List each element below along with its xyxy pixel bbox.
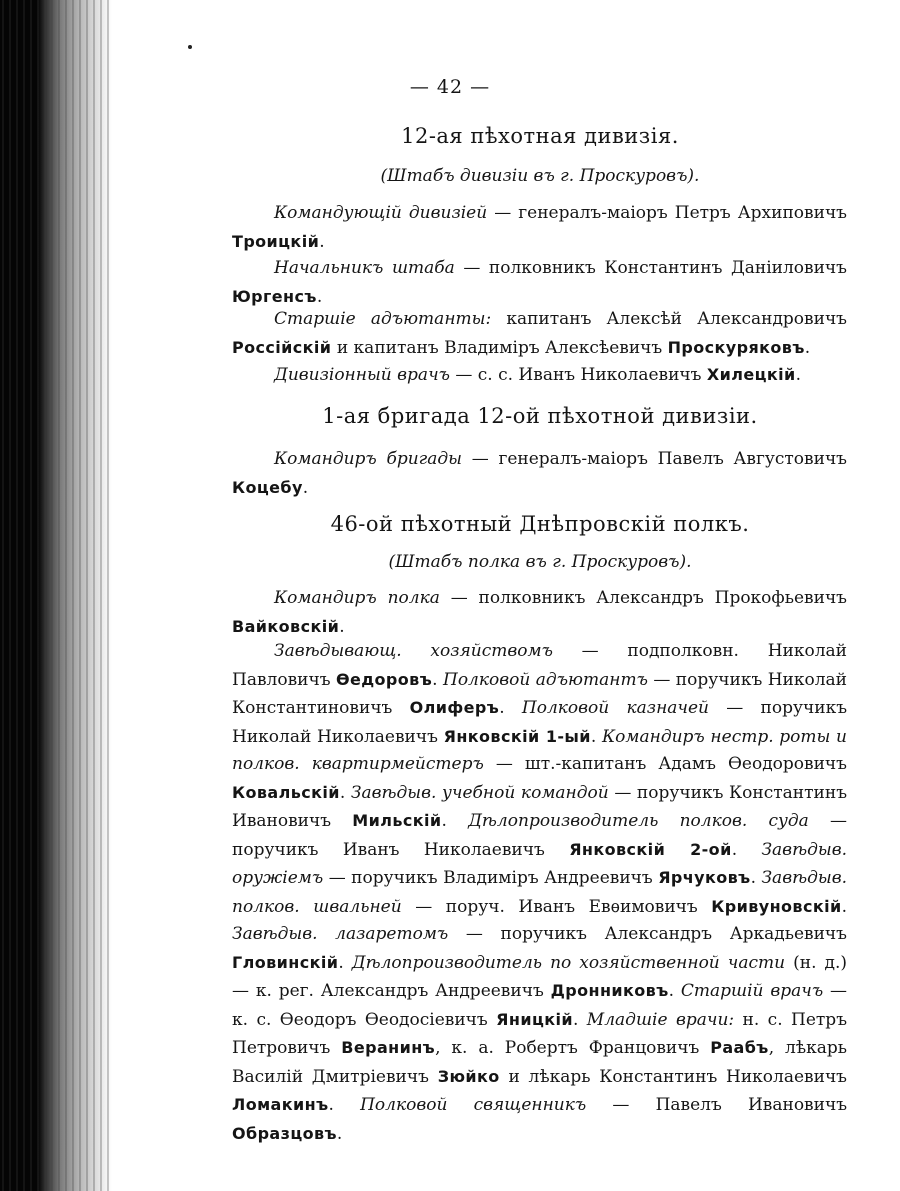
role-label: Завѣдыв. полков. швальней (232, 868, 848, 917)
surname: Янковскій 1-ый (443, 726, 591, 746)
surname: Гловинскій (232, 952, 339, 972)
role-label: Командиръ бригады (274, 449, 463, 469)
punct: . (499, 698, 522, 718)
role-label: Командующій дивизіей (274, 203, 488, 223)
punct: . (319, 231, 325, 252)
role-label: Завѣдыв. оружіемъ (232, 839, 847, 888)
surname: Проскуряковъ (667, 337, 805, 357)
punct: . (572, 1009, 587, 1030)
surname: Коцебу (232, 477, 303, 497)
brigade-commander (232, 446, 847, 502)
entry-text: — генералъ-маіоръ Петръ Архиповичъ (487, 203, 847, 223)
division-title: 12-ая пѣхотная дивизія. (401, 124, 679, 148)
surname: Ярчуковъ (658, 868, 751, 887)
role-label: Дѣлопроизводитель полков. суда (468, 811, 809, 831)
division-hq: (Штабъ дивизіи въ г. Проскуровъ). (380, 166, 700, 186)
regiment-hq: (Штабъ полка въ г. Проскуровъ). (388, 552, 692, 572)
regiment-commander (232, 585, 847, 641)
regiment-staff (232, 638, 847, 1148)
role-label: Завѣдывающ. хозяйствомъ (274, 641, 553, 661)
entry-text: н. с. Петръ Петровичъ (232, 1009, 848, 1058)
brigade-title: 1-ая бригада 12-ой пѣхотной дивизіи. (322, 404, 758, 428)
entry-text: — поручикъ Владиміръ Андреевичъ (323, 868, 659, 888)
punct: . (302, 477, 309, 498)
entry-text: — поруч. Иванъ Евѳимовичъ (401, 896, 712, 917)
surname: Кривуновскій (711, 896, 842, 916)
role-label: Дѣлопроизводитель по хозяйственной части (351, 952, 786, 973)
division-chief-of-staff (232, 255, 847, 311)
punct: . (731, 839, 762, 860)
entry-text: — полковникъ Константинъ Даніиловичъ (454, 258, 847, 278)
surname: Ковальскій (232, 782, 340, 802)
punct: . (328, 1095, 361, 1115)
surname: Вайковскій (232, 616, 340, 636)
punct: . (316, 286, 323, 307)
punct: . (590, 726, 602, 747)
role-label: Начальникъ штаба (274, 258, 455, 278)
role-label: Старшій врачъ (680, 981, 824, 1001)
surname: Янковскій 2-ой (569, 839, 732, 859)
entry-text: — генералъ-маіоръ Павелъ Августовичъ (462, 449, 848, 469)
entry-text: — поручикъ Николай Константиновичъ (232, 669, 847, 718)
role-label: Старшіе адъютанты: (274, 309, 492, 329)
division-doctor (232, 361, 847, 390)
punct: . (441, 811, 469, 831)
role-label: Командиръ нестр. роты и полков. квартирмейстеръ (232, 726, 848, 774)
role-label: Дивизіонный врачъ (274, 365, 450, 385)
punct: . (339, 782, 351, 803)
entry-text: — подполковн. Николай Павловичъ (232, 641, 847, 690)
punct: . (338, 952, 352, 973)
page-number: — 42 — (409, 76, 491, 98)
punct: . (804, 337, 811, 358)
division-adjutants (232, 306, 847, 362)
surname: Образцовъ (232, 1123, 337, 1143)
entry-text: — полковникъ Александръ Прокофьевичъ (439, 588, 847, 608)
surname: Раабъ (710, 1038, 769, 1057)
entry-text: — с. с. Иванъ Николаевичъ (449, 365, 707, 385)
entry-text: капитанъ Алексѣй Александровичъ (491, 309, 847, 329)
surname: Яницкій (496, 1009, 573, 1029)
punct: . (432, 669, 443, 690)
role-label: Завѣдыв. лазаретомъ (232, 924, 449, 944)
entry-text: и лѣкарь Константинъ Николаевичъ (499, 1066, 847, 1087)
role-label: Завѣдыв. учебной командой (350, 782, 609, 803)
surname: Мильскій (352, 811, 442, 830)
ink-speck (188, 45, 192, 49)
entry-text: , лѣкарь Василій Дмитріевичъ (232, 1038, 847, 1087)
surname: Хилецкій (706, 365, 796, 384)
surname: Дронниковъ (550, 981, 669, 1000)
punct: . (339, 616, 345, 637)
surname: Юргенсъ (232, 286, 317, 306)
entry-text: — поручикъ Александръ Аркадьевичъ (448, 924, 847, 944)
punct: . (795, 365, 802, 385)
entry-text: — Павелъ Ивановичъ (586, 1095, 848, 1115)
entry-text: — поручикъ Иванъ Николаевичъ (232, 811, 848, 860)
surname: Россійскій (232, 337, 332, 357)
book-binding-edge (0, 0, 112, 1191)
entry-text: — поручикъ Николай Николаевичъ (232, 698, 848, 747)
surname: Троицкій (232, 231, 320, 251)
punct: . (668, 981, 681, 1001)
surname: Ломакинъ (232, 1095, 329, 1114)
punct: . (750, 868, 762, 888)
surname: Ѳедоровъ (335, 669, 433, 689)
entry-text: — к. с. Ѳеодоръ Ѳеодосіевичъ (232, 981, 848, 1030)
division-commander (232, 200, 847, 256)
role-label: Полковой священникъ (360, 1095, 587, 1115)
surname: Веранинъ (341, 1038, 436, 1057)
punct: . (336, 1123, 343, 1144)
role-label: Полковой адъютантъ (443, 669, 648, 690)
entry-text: (н. д.) — к. рег. Александръ Андреевичъ (232, 952, 848, 1001)
role-label: Командиръ полка (274, 588, 440, 608)
entry-text: , к. а. Робертъ Францовичъ (435, 1038, 711, 1058)
entry-text: — поручикъ Константинъ Ивановичъ (232, 782, 848, 831)
surname: Олиферъ (409, 698, 500, 717)
entry-text: и капитанъ Владиміръ Алексѣевичъ (331, 337, 668, 358)
regiment-title: 46-ой пѣхотный Днѣпровскій полкъ. (330, 512, 750, 536)
role-label: Полковой казначей (521, 698, 709, 718)
entry-text: — шт.-капитанъ Адамъ Ѳеодоровичъ (483, 754, 847, 774)
role-label: Младшіе врачи: (586, 1009, 735, 1030)
surname: Зюйко (437, 1066, 500, 1086)
punct: . (841, 896, 847, 917)
